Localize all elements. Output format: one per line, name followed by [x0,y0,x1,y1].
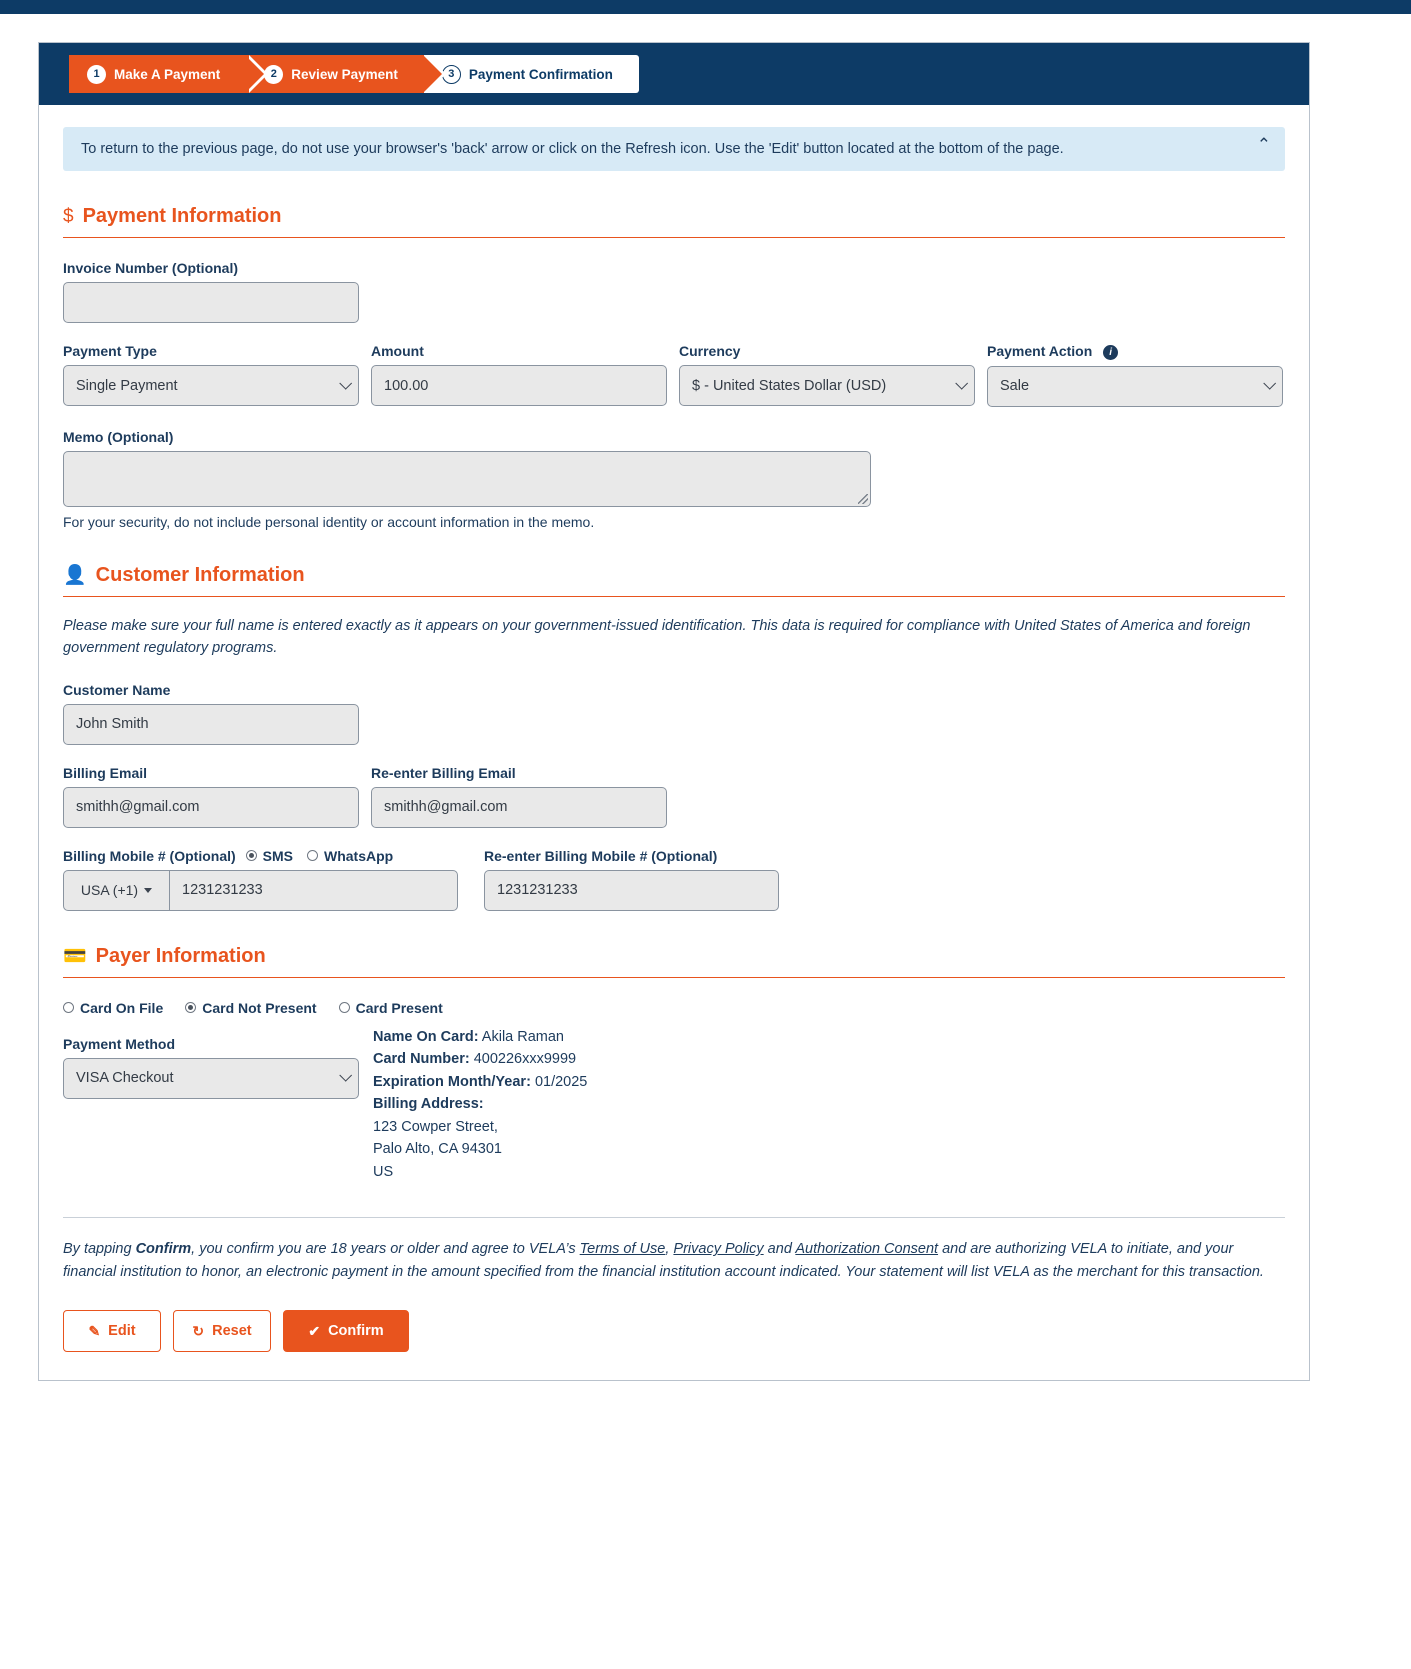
reenter-billing-mobile-group [484,848,779,911]
name-on-card-label: Name On Card: [373,1028,479,1045]
reenter-billing-email-input[interactable]: smithh@gmail.com [371,787,667,828]
chevron-down-icon [339,1069,352,1082]
payer-type-options [63,1000,1285,1016]
payer-details-row [63,1028,1285,1183]
payment-action-select[interactable] [987,366,1283,407]
payment-method-select[interactable] [63,1058,359,1099]
edit-button[interactable] [63,1310,161,1352]
customer-name-label: Customer Name [63,681,171,698]
payment-type-label: Payment Type [63,343,157,359]
reset-button-label: Reset [212,1323,252,1340]
payment-action-group [987,343,1283,407]
legal-disclaimer [63,1217,1285,1284]
chevron-down-icon [339,376,352,389]
card-on-file-radio[interactable] [63,1002,74,1013]
mobile-label-row [63,848,458,864]
email-row [63,765,1285,828]
sms-radio[interactable] [246,850,257,861]
info-notice-text: To return to the previous page, do not use your browser's 'back' arrow or click on the Refresh icon. Use the 'Edit' button located at the bottom of the page. [81,141,1064,157]
amount-input[interactable]: 100.00 [371,365,667,406]
amount-group [371,343,667,407]
step-1-label: Make A Payment [114,66,221,82]
whatsapp-label: WhatsApp [324,847,394,864]
refresh-icon: ↻ [192,1322,205,1339]
authorization-consent-link[interactable]: Authorization Consent [795,1241,939,1258]
top-accent-bar [0,0,1411,14]
card-number-value: 400226xxx9999 [473,1051,577,1068]
reenter-billing-mobile-label: Re-enter Billing Mobile # (Optional) [484,847,718,864]
currency-select[interactable] [679,365,975,406]
amount-label: Amount [371,343,424,359]
country-code-value: USA (+1) [80,882,139,899]
name-on-card-row [373,1026,587,1048]
billing-mobile-input-group [63,870,458,911]
confirm-button[interactable] [283,1310,409,1352]
payment-method-value: VISA Checkout [76,1070,174,1087]
privacy-policy-link[interactable]: Privacy Policy [673,1241,764,1258]
payer-information-header [63,945,1285,978]
payment-type-group [63,343,359,407]
card-number-row [373,1048,587,1070]
memo-helper-text: For your security, do not include personal identity or account information in the memo. [63,513,595,530]
billing-email-label: Billing Email [63,764,148,781]
billing-email-group [63,765,359,828]
legal-confirm-word: Confirm [135,1241,192,1258]
payment-method-group [63,1036,359,1183]
caret-down-icon [144,888,152,893]
step-make-a-payment[interactable] [69,55,246,93]
memo-label: Memo (Optional) [63,428,174,445]
wizard-stepper [39,43,1309,105]
edit-icon: ✎ [88,1322,101,1339]
step-2-label: Review Payment [291,66,398,82]
legal-text-1: By tapping [63,1241,136,1258]
step-3-number: 3 [442,65,461,84]
name-on-card-value: Akila Raman [481,1028,564,1045]
step-1-number: 1 [87,65,106,84]
billing-address-row [373,1093,587,1115]
card-present-label: Card Present [355,999,443,1016]
payment-fields-row [63,343,1285,407]
step-2-arrow [423,55,442,93]
billing-address-line1: 123 Cowper Street, [373,1118,498,1135]
chevron-down-icon [1263,377,1276,390]
legal-text-2: , you confirm you are 18 years or older and agree to VELA’s [191,1241,580,1258]
legal-text-5: and are authorizing VELA to initiate, and your financial institution to honor, an electronic payment in the amount specified from the financial institution account indicated. Your statement will list VELA as the merchant for this transaction. [63,1241,1264,1281]
action-buttons [63,1310,1285,1352]
invoice-number-input[interactable] [63,282,359,323]
card-not-present-label: Card Not Present [202,999,317,1016]
payment-information-header [63,205,1285,238]
payment-information-title: Payment Information [82,205,282,227]
customer-name-input[interactable]: John Smith [63,704,359,745]
edit-button-label: Edit [108,1323,136,1340]
info-notice [63,127,1285,171]
chevron-up-icon[interactable]: ⌃ [1256,135,1271,154]
payment-type-select[interactable] [63,365,359,406]
reenter-billing-email-group [371,765,667,828]
reset-button[interactable] [173,1310,271,1352]
resize-grip-icon[interactable] [858,494,868,504]
payment-action-value: Sale [1000,378,1030,395]
card-details [373,1026,587,1183]
card-number-label: Card Number: [373,1051,470,1068]
mobile-row [63,848,1285,911]
currency-label: Currency [679,343,741,359]
reenter-billing-email-label: Re-enter Billing Email [371,764,516,781]
payment-action-label [987,343,1283,360]
expiration-value: 01/2025 [534,1073,588,1090]
billing-mobile-input[interactable]: 1231231233 [169,870,458,911]
invoice-number-group [63,260,1285,323]
sms-label: SMS [262,847,293,864]
payment-action-label-text: Payment Action [987,343,1093,359]
billing-mobile-label: Billing Mobile # (Optional) [63,847,236,864]
country-code-select[interactable] [63,870,169,911]
legal-text-3: , [665,1241,674,1258]
expiration-label: Expiration Month/Year: [373,1073,531,1090]
credit-card-icon: 💳 [63,945,87,967]
customer-information-header [63,564,1285,597]
check-icon: ✔ [308,1322,321,1339]
whatsapp-radio[interactable] [307,850,318,861]
page-content [39,105,1309,1380]
card-on-file-label: Card On File [80,999,164,1016]
legal-text-4: and [763,1241,796,1258]
expiration-row [373,1071,587,1093]
currency-value: $ - United States Dollar (USD) [692,377,887,394]
step-review-payment[interactable] [246,55,424,93]
currency-group [679,343,975,407]
customer-information-note: Please make sure your full name is entered exactly as it appears on your government-issued identification. This data is required for compliance with United States of America and foreign government regulatory programs. [63,617,1251,657]
payment-type-value: Single Payment [76,377,178,394]
card-present-radio[interactable] [339,1002,350,1013]
chevron-down-icon [955,376,968,389]
confirm-button-label: Confirm [328,1323,384,1340]
billing-address-line2: Palo Alto, CA 94301 [373,1141,502,1158]
memo-group [63,429,1285,530]
customer-information-title: Customer Information [95,563,305,586]
stepper-steps [69,55,1309,93]
step-1-arrow [245,55,264,93]
step-2-number: 2 [264,65,283,84]
step-3-label: Payment Confirmation [468,66,613,82]
invoice-number-label: Invoice Number (Optional) [63,260,239,276]
customer-name-group [63,682,1285,745]
info-icon[interactable]: i [1103,345,1118,360]
billing-address-line3: US [373,1163,394,1180]
step-payment-confirmation[interactable] [424,55,639,93]
card-not-present-radio[interactable] [185,1002,196,1013]
payment-method-label: Payment Method [63,1035,176,1052]
billing-address-label: Billing Address: [373,1096,484,1113]
payer-information-title: Payer Information [95,944,266,967]
memo-textarea[interactable] [63,451,871,507]
billing-email-input[interactable]: smithh@gmail.com [63,787,359,828]
billing-mobile-group [63,848,458,911]
payment-review-page [38,42,1310,1381]
person-icon: 👤 [63,564,87,586]
terms-of-use-link[interactable]: Terms of Use [579,1241,666,1258]
reenter-billing-mobile-input[interactable]: 1231231233 [484,870,779,911]
dollar-icon: $ [63,206,74,227]
